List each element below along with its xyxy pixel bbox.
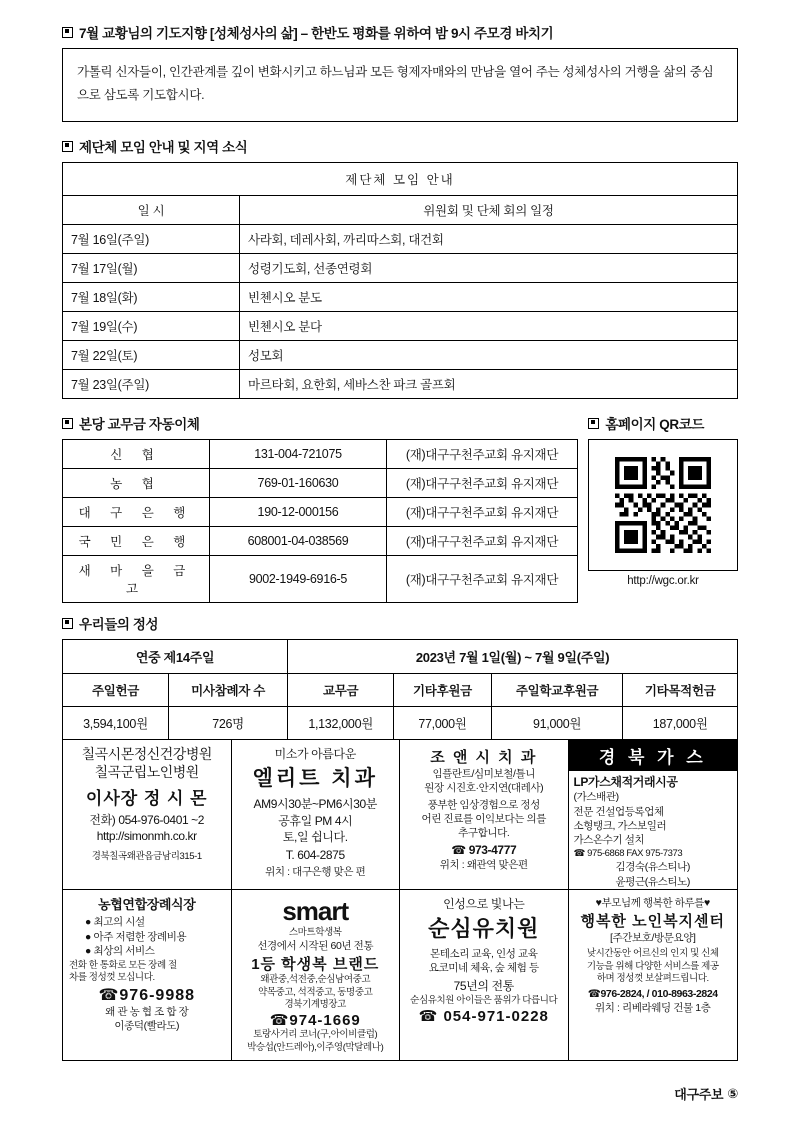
ad-line: 미소가 아름다운: [274, 747, 356, 762]
col-date: 일 시: [63, 196, 240, 225]
section1-heading-text: 7월 교황님의 기도지향 [성체성사의 삶] – 한반도 평화를 위하여 밤 9시 주모경 바치기: [79, 26, 554, 41]
ad-elite-dental[interactable]: [232, 740, 401, 890]
ad-gyeongbuk-gas[interactable]: [569, 740, 738, 890]
ad-line: 1등 학생복 브랜드: [251, 956, 380, 974]
bank-name: 신 협: [63, 440, 210, 469]
pope-intention-body-text: 가톨릭 신자들이, 인간관계를 깊이 변화시키고 하느님과 모든 형제자매와의 만남을 열어 주는 성체성사의 거행을 삶의 중심으로 삼도록 기도합시다.: [77, 65, 714, 103]
ad-line: 전화) 054-976-0401 ~2: [89, 813, 205, 828]
section4-heading-text: 우리들의 정성: [79, 617, 159, 633]
cell-schedule: 성령기도회, 선종연령회: [240, 254, 738, 283]
ad-nonghyup-funeral[interactable]: [63, 890, 232, 1060]
bank-account-table: [62, 439, 578, 603]
table-row: [63, 312, 738, 341]
ad-line: 경북기계명장고: [284, 999, 346, 1011]
ad-line: AM9시30분~PM6시30분: [253, 797, 377, 812]
val-sunday-offering: 3,594,100원: [63, 707, 169, 740]
ad-line: 낮시간동안 어르신의 인지 및 신체: [586, 948, 719, 960]
ad-line: 농협연합장례식장: [98, 896, 196, 912]
footer-title: 대구주보: [674, 1087, 724, 1102]
qr-url-text: http://wgc.or.kr: [627, 575, 699, 588]
table-row: [63, 225, 738, 254]
table-row: [63, 440, 578, 469]
ad-line: 인성으로 빛나는: [443, 896, 525, 911]
cell-schedule: 성모회: [240, 341, 738, 370]
table-row: [63, 254, 738, 283]
bullet-square-icon: [62, 418, 73, 429]
cell-schedule: 사라회, 데레사회, 까리따스회, 대건회: [240, 225, 738, 254]
ad-line: 전화 한 통화로 모든 장례 절: [69, 959, 177, 971]
table-row: [63, 341, 738, 370]
bank-name: 국 민 은 행: [63, 527, 210, 556]
ad-line: LP가스채적거래시공: [573, 775, 678, 790]
bullet-square-icon: [62, 618, 73, 629]
ad-line: 행복한 노인복지센터: [580, 912, 726, 930]
offerings-table: [62, 639, 738, 740]
cell-date: 7월 16일(주일): [63, 225, 240, 254]
val-sunday-school-support: 91,000원: [491, 707, 623, 740]
ad-line: 위치 : 리베라웨딩 건물 1층: [595, 1002, 711, 1015]
val-dues: 1,132,000원: [288, 707, 394, 740]
ad-line: ● 아주 저렴한 장례비용: [85, 930, 187, 943]
col-dues: 교무금: [288, 674, 394, 707]
table-row: [63, 556, 578, 603]
ad-line: ☎974-1669: [269, 1012, 361, 1030]
ad-line: 박승섭(안드레아),이주영(막달레나): [247, 1041, 384, 1053]
bank-and-qr-row: [62, 439, 738, 603]
bank-account: 769-01-160630: [210, 469, 387, 498]
page-footer: [674, 1084, 738, 1103]
ad-line: 임플란트/심미보철/틀니: [432, 768, 535, 781]
bullet-square-icon: [62, 27, 73, 38]
ad-line: ☎ 054-971-0228: [418, 1007, 549, 1025]
bank-holder: (재)대구구천주교회 유지재단: [387, 556, 578, 603]
table-row: [63, 469, 578, 498]
bank-name: 새 마 을 금 고: [63, 556, 210, 603]
table-row: [63, 283, 738, 312]
val-other-purpose-offering: 187,000원: [623, 707, 738, 740]
val-attendance: 726명: [169, 707, 288, 740]
ad-line: 전문 건설업등록업체: [573, 805, 664, 818]
ad-line: 선경에서 시작된 60년 전통: [257, 940, 374, 953]
section2-heading-text: 제단체 모임 안내 및 지역 소식: [79, 140, 248, 156]
bank-holder: (재)대구구천주교회 유지재단: [387, 469, 578, 498]
pope-intention-body-box: [62, 48, 738, 122]
ad-line: 공휴일 PM 4시: [278, 813, 353, 828]
bank-account: 131-004-721075: [210, 440, 387, 469]
offerings-period-left: 연중 제14주일: [63, 640, 288, 674]
ad-line: ☎976-2824, / 010-8963-2824: [587, 988, 718, 1001]
ad-line: 엘리트 치과: [252, 767, 378, 791]
col-attendance: 미사참례자 수: [169, 674, 288, 707]
ad-line: 왜 관 농 협 조 합 장: [105, 1005, 189, 1018]
ad-line: 차를 정성껏 모십니다.: [69, 972, 155, 984]
cell-date: 7월 22일(토): [63, 341, 240, 370]
table-row: [63, 370, 738, 399]
ad-line: 칠곡군립노인병원: [94, 763, 199, 780]
cell-schedule: 마르타회, 요한회, 세바스찬 파크 골프회: [240, 370, 738, 399]
ad-line: 위치 : 왜관역 맞은편: [439, 859, 528, 872]
ad-line: 약목중고, 석적중고, 동명중고: [258, 986, 373, 998]
ad-line: 위치 : 대구은행 맞은 편: [265, 866, 366, 879]
ad-line: 기능을 위해 다양한 서비스를 제공: [586, 960, 719, 972]
bank-account: 9002-1949-6916-5: [210, 556, 387, 603]
table-title-row: [63, 163, 738, 196]
ad-jo-and-si-dental[interactable]: [400, 740, 569, 890]
ad-line: (가스배관): [573, 791, 619, 804]
ad-line: 토,일 쉽니다.: [282, 829, 348, 844]
bank-name: 농 협: [63, 469, 210, 498]
table-row: [63, 640, 738, 674]
ad-line: 칠곡시몬정신건강병원: [81, 746, 212, 763]
section3-heading-right: 홈페이지 QR코드: [605, 417, 704, 433]
ad-line: ♥부모님께 행복한 하루를♥: [595, 896, 710, 909]
qr-code-box: [588, 439, 738, 571]
ad-smart-school-uniform[interactable]: [232, 890, 401, 1060]
ad-line: ☎ 973-4777: [451, 843, 517, 858]
section-heading-group-meetings: [62, 136, 738, 156]
ad-line: 이종덕(빨라도): [114, 1019, 180, 1032]
ad-line: 가스온수기 설치: [573, 833, 645, 846]
ad-line: ● 최상의 서비스: [85, 944, 155, 957]
ad-line: 순심유치원: [428, 916, 540, 941]
page-number: ⑤: [727, 1085, 738, 1101]
ad-line: 풍부한 임상경험으로 정성: [427, 798, 540, 811]
ad-line: 원장 시진호·안지연(대레사): [424, 782, 544, 795]
bank-account: 190-12-000156: [210, 498, 387, 527]
bank-holder: (재)대구구천주교회 유지재단: [387, 498, 578, 527]
ad-line: ☎976-9988: [98, 986, 196, 1004]
cell-schedule: 빈첸시오 분다: [240, 312, 738, 341]
cell-date: 7월 17일(월): [63, 254, 240, 283]
section-heading-offerings: [62, 613, 738, 633]
ad-line: 윤평근(유스티노): [615, 875, 690, 888]
cell-date: 7월 18일(화): [63, 283, 240, 312]
col-other-support-1: 기타후원금: [394, 674, 492, 707]
ad-line: 경북칠곡왜관읍금남리315-1: [91, 850, 202, 862]
section-heading-bank-row: [62, 413, 738, 433]
ad-happy-senior-welfare-center[interactable]: [569, 890, 738, 1060]
group-meetings-table: [62, 162, 738, 399]
ad-line: 이사장 정 시 몬: [85, 789, 208, 809]
section-heading-pope-intention: [62, 22, 738, 42]
ad-line: 순심유치원 아이들은 품위가 다릅니다: [410, 994, 558, 1006]
ad-line: 추구합니다.: [458, 826, 510, 839]
ad-sunsim-kindergarten[interactable]: [400, 890, 569, 1060]
cell-date: 7월 23일(주일): [63, 370, 240, 399]
col-schedule: 위원회 및 단체 회의 일정: [240, 196, 738, 225]
bank-table-wrap: [62, 439, 578, 603]
ad-line: ☎ 975-6868 FAX 975-7373: [573, 848, 683, 860]
ad-line: 하며 정성껏 보살펴드립니다.: [596, 972, 709, 984]
ad-brand-logo: smart: [282, 895, 349, 926]
col-other-purpose-offering: 기타목적헌금: [623, 674, 738, 707]
ad-line: 소형탱크, 가스보일러: [573, 819, 667, 832]
table-row: [63, 707, 738, 740]
qr-code-block: [588, 439, 738, 603]
ad-title-banner: 경 북 가 스: [569, 740, 738, 771]
table-header-row: [63, 674, 738, 707]
offerings-period-right: 2023년 7월 1일(월) ~ 7월 9일(주일): [288, 640, 738, 674]
ad-line: ● 최고의 시설: [85, 916, 145, 929]
ad-line: [주간보호/방문요양]: [610, 931, 696, 944]
ad-line: T. 604-2875: [285, 848, 345, 862]
bank-holder: (재)대구구천주교회 유지재단: [387, 440, 578, 469]
group-meetings-title: 제단체 모임 안내: [63, 163, 738, 196]
ad-line: http://simonmh.co.kr: [96, 829, 197, 844]
col-sunday-offering: 주일헌금: [63, 674, 169, 707]
bank-name: 대 구 은 행: [63, 498, 210, 527]
ad-chilgok-hospital[interactable]: [63, 740, 232, 890]
bank-account: 608001-04-038569: [210, 527, 387, 556]
table-row: [63, 498, 578, 527]
cell-schedule: 빈첸시오 분도: [240, 283, 738, 312]
ad-line: 요코미네 체육, 숲 체험 등: [428, 962, 539, 975]
bank-holder: (재)대구구천주교회 유지재단: [387, 527, 578, 556]
ad-line: 토랑사거리 코너(구,아이비클럽): [253, 1029, 378, 1041]
section3-heading-left: 본당 교무금 자동이체: [79, 417, 200, 433]
content-column: [62, 22, 738, 1061]
ad-line: 김경숙(유스티나): [615, 861, 690, 874]
table-header-row: [63, 196, 738, 225]
ad-line: 왜관중,석전중,순심남여중고: [260, 974, 371, 986]
bullet-square-icon: [62, 141, 73, 152]
col-sunday-school-support: 주일학교후원금: [491, 674, 623, 707]
ad-line: 스마트학생복: [288, 926, 342, 938]
val-other-support-1: 77,000원: [394, 707, 492, 740]
ad-line: 몬테소리 교육, 인성 교육: [430, 948, 538, 960]
advertisement-grid: [62, 740, 738, 1061]
ad-line: 조 앤 시 치 과: [430, 749, 538, 767]
ad-line: 75년의 전통: [453, 979, 514, 994]
ad-line: 어린 진료를 이익보다는 의를: [421, 812, 546, 825]
cell-date: 7월 19일(수): [63, 312, 240, 341]
qr-code-icon: [615, 457, 711, 553]
bullet-square-icon: [588, 418, 599, 429]
table-row: [63, 527, 578, 556]
